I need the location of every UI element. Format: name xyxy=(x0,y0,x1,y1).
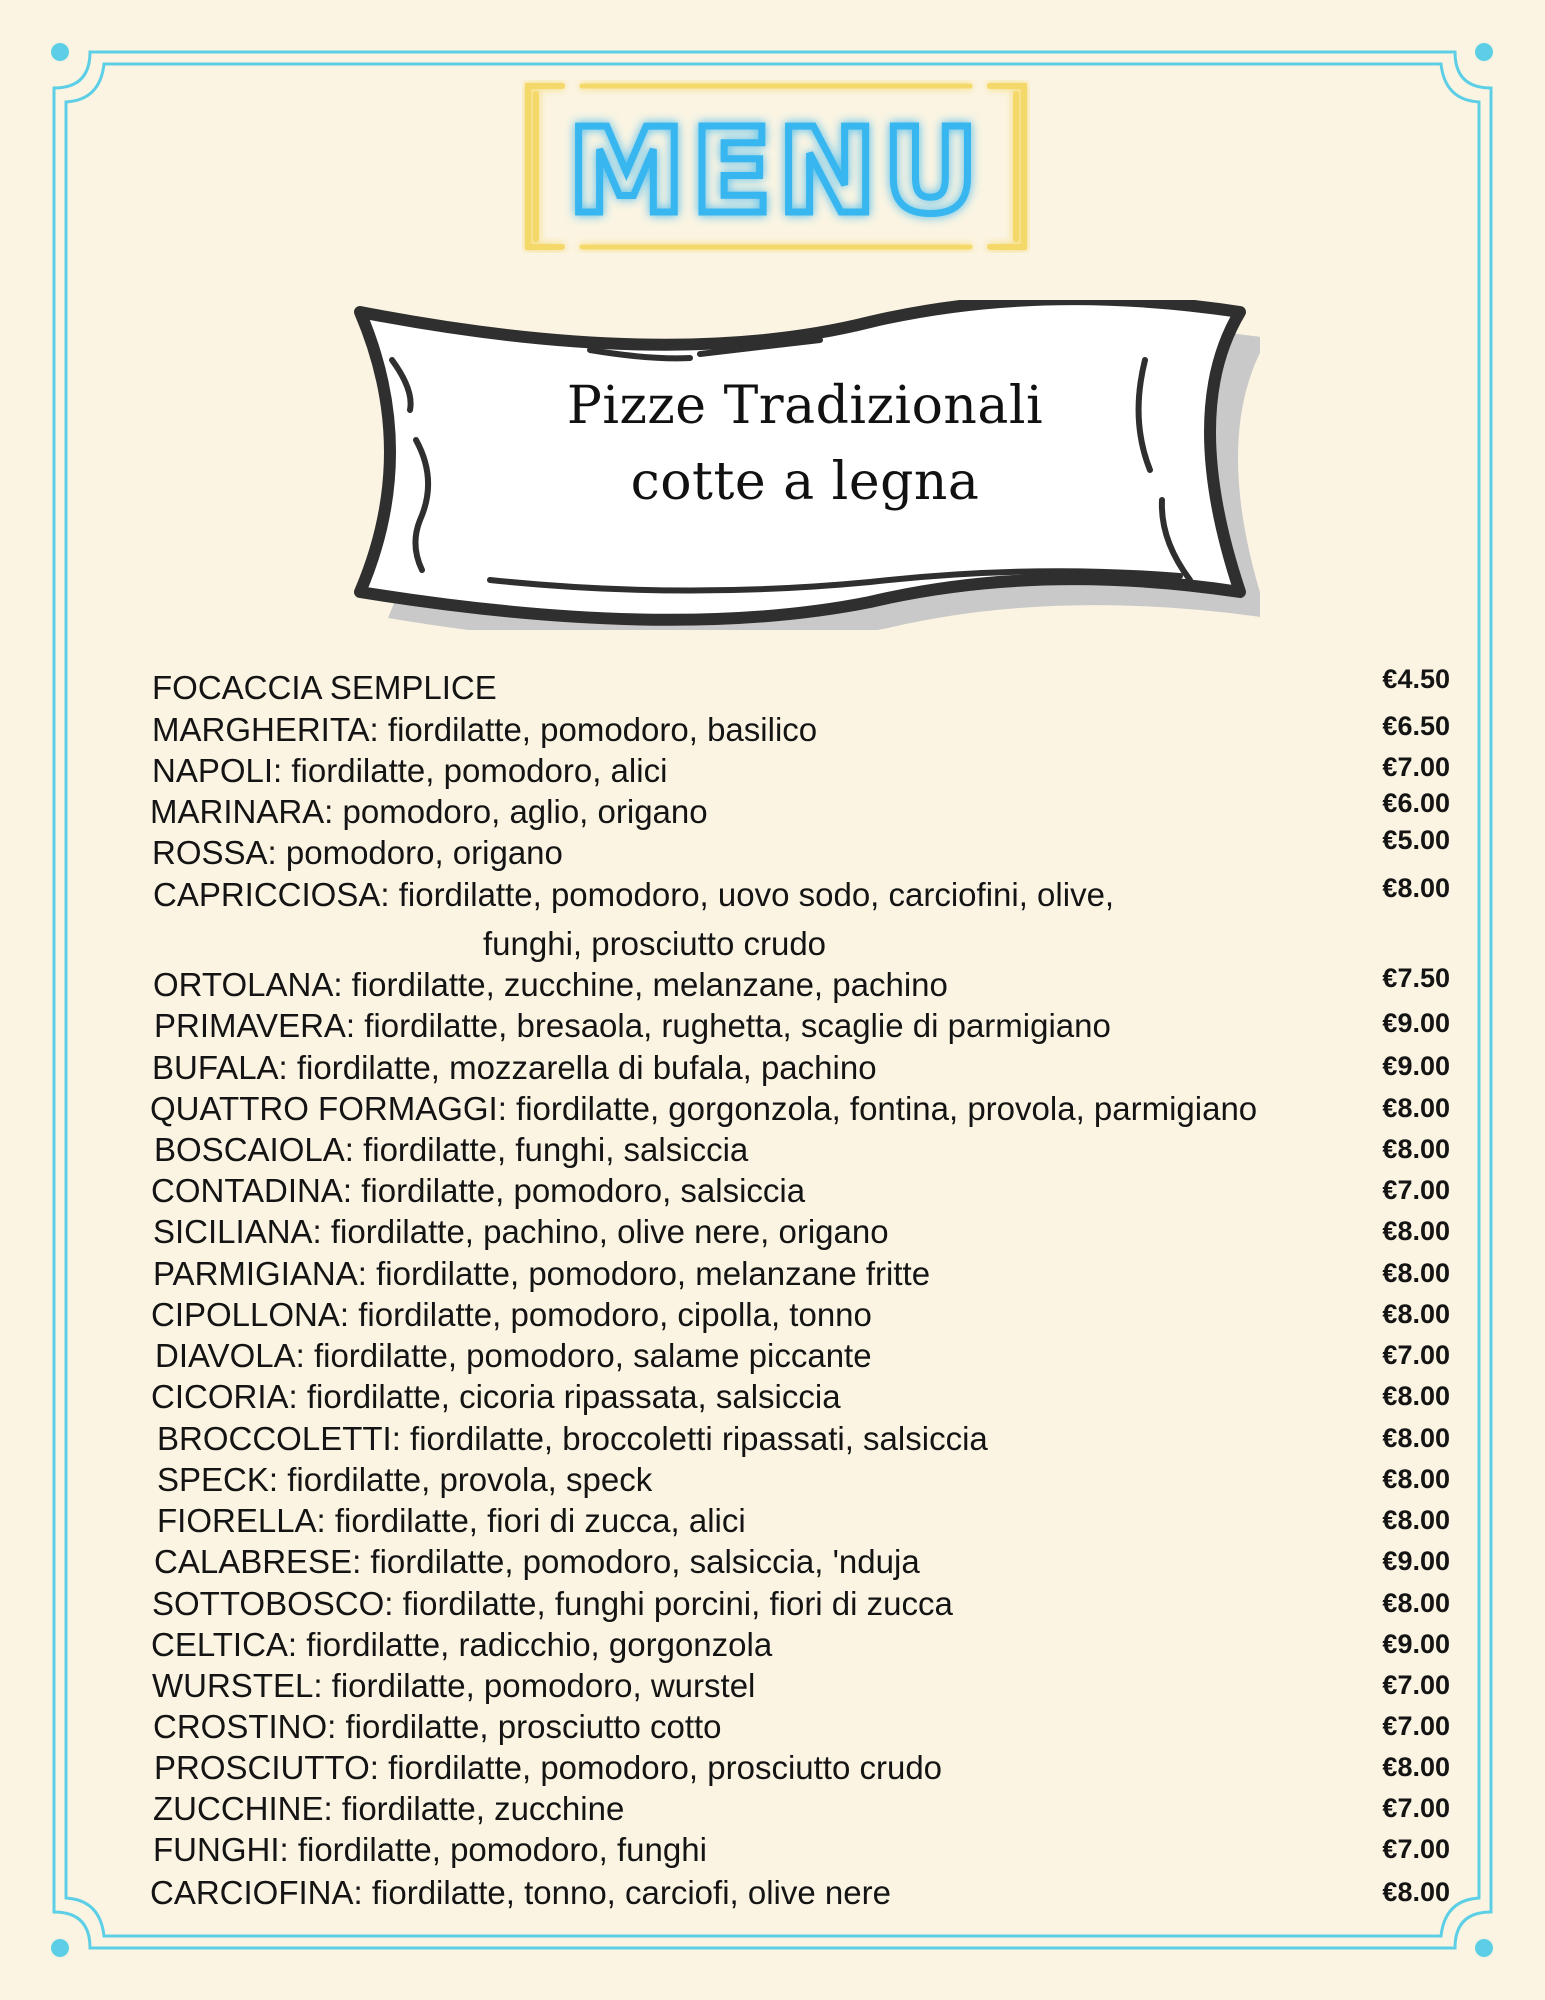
menu-item-name: WURSTEL: fiordilatte, pomodoro, wurstel xyxy=(152,1667,756,1704)
menu-item-price: €9.00 xyxy=(1382,1008,1450,1038)
menu-item-price: €9.00 xyxy=(1382,1051,1450,1081)
menu-item-price: €4.50 xyxy=(1382,664,1450,694)
menu-item-name: CAPRICCIOSA: fiordilatte, pomodoro, uovo sodo, carciofini, olive, xyxy=(153,876,1115,913)
menu-item-price: €7.50 xyxy=(1382,963,1450,993)
menu-item-name: QUATTRO FORMAGGI: fiordilatte, gorgonzola, fontina, provola, parmigiano xyxy=(150,1090,1258,1127)
menu-item-name: SPECK: fiordilatte, provola, speck xyxy=(157,1461,653,1498)
menu-item-name: CROSTINO: fiordilatte, prosciutto cotto xyxy=(153,1708,722,1745)
menu-item-price: €8.00 xyxy=(1382,1752,1450,1782)
menu-item-price: €8.00 xyxy=(1382,1299,1450,1329)
menu-item-name: DIAVOLA: fiordilatte, pomodoro, salame piccante xyxy=(155,1337,872,1374)
menu-item-name: ZUCCHINE: fiordilatte, zucchine xyxy=(153,1790,625,1827)
menu-item-name: PARMIGIANA: fiordilatte, pomodoro, melanzane fritte xyxy=(153,1255,931,1292)
menu-item-price: €8.00 xyxy=(1382,1381,1450,1411)
menu-item-price: €7.00 xyxy=(1382,752,1450,782)
menu-item-name: PRIMAVERA: fiordilatte, bresaola, rughetta, scaglie di parmigiano xyxy=(154,1007,1111,1044)
menu-item-price: €8.00 xyxy=(1382,1258,1450,1288)
menu-item-price: €8.00 xyxy=(1382,1216,1450,1246)
menu-item-price: €8.00 xyxy=(1382,1877,1450,1907)
menu-item-price: €9.00 xyxy=(1382,1546,1450,1576)
menu-item-price: €8.00 xyxy=(1382,1134,1450,1164)
menu-item-price: €9.00 xyxy=(1382,1629,1450,1659)
menu-item-price: €8.00 xyxy=(1382,1505,1450,1535)
menu-item-price: €7.00 xyxy=(1382,1340,1450,1370)
menu-item-name: BOSCAIOLA: fiordilatte, funghi, salsiccia xyxy=(154,1131,749,1168)
menu-item-price: €8.00 xyxy=(1382,1464,1450,1494)
menu-item-price: €8.00 xyxy=(1382,1588,1450,1618)
menu-item-price: €7.00 xyxy=(1382,1793,1450,1823)
menu-item-name: ORTOLANA: fiordilatte, zucchine, melanzane, pachino xyxy=(153,966,948,1003)
menu-item-price: €8.00 xyxy=(1382,1423,1450,1453)
menu-item-price: €7.00 xyxy=(1382,1175,1450,1205)
neon-menu-text: MENU xyxy=(567,102,985,240)
menu-item-name: BROCCOLETTI: fiordilatte, broccoletti ripassati, salsiccia xyxy=(157,1420,988,1457)
menu-item-price: €8.00 xyxy=(1382,1093,1450,1123)
menu-item-price: €6.00 xyxy=(1382,788,1450,818)
menu-item-price: €8.00 xyxy=(1382,873,1450,903)
menu-item-name: ROSSA: pomodoro, origano xyxy=(152,834,563,871)
menu-item-continuation: funghi, prosciutto crudo xyxy=(483,925,827,962)
menu-item-name: PROSCIUTTO: fiordilatte, pomodoro, prosciutto crudo xyxy=(154,1749,943,1786)
menu-item-name: CARCIOFINA: fiordilatte, tonno, carciofi, olive nere xyxy=(150,1874,891,1911)
menu-item-name: FUNGHI: fiordilatte, pomodoro, funghi xyxy=(153,1831,707,1868)
menu-item-name: CONTADINA: fiordilatte, pomodoro, salsiccia xyxy=(151,1172,806,1209)
menu-item-price: €7.00 xyxy=(1382,1834,1450,1864)
menu-item-name: CALABRESE: fiordilatte, pomodoro, salsiccia, 'nduja xyxy=(154,1543,920,1580)
banner-title-line1: Pizze Tradizionali xyxy=(566,376,1044,436)
menu-item-name: SICILIANA: fiordilatte, pachino, olive nere, origano xyxy=(153,1213,889,1250)
menu-item-price: €5.00 xyxy=(1382,825,1450,855)
menu-item-name: MARGHERITA: fiordilatte, pomodoro, basilico xyxy=(152,711,818,748)
menu-item-name: FOCACCIA SEMPLICE xyxy=(152,669,497,706)
menu-item-name: SOTTOBOSCO: fiordilatte, funghi porcini, fiori di zucca xyxy=(152,1585,953,1622)
menu-item-name: MARINARA: pomodoro, aglio, origano xyxy=(150,793,708,830)
menu-item-price: €7.00 xyxy=(1382,1670,1450,1700)
menu-item-name: NAPOLI: fiordilatte, pomodoro, alici xyxy=(152,752,668,789)
menu-item-name: CICORIA: fiordilatte, cicoria ripassata, salsiccia xyxy=(151,1378,841,1415)
menu-item-name: CELTICA: fiordilatte, radicchio, gorgonzola xyxy=(151,1626,773,1663)
menu-item-name: BUFALA: fiordilatte, mozzarella di bufala, pachino xyxy=(152,1049,877,1086)
menu-item-name: CIPOLLONA: fiordilatte, pomodoro, cipolla, tonno xyxy=(151,1296,872,1333)
menu-item-name: FIORELLA: fiordilatte, fiori di zucca, alici xyxy=(157,1502,746,1539)
menu-item-price: €6.50 xyxy=(1382,711,1450,741)
menu-item-price: €7.00 xyxy=(1382,1711,1450,1741)
banner-title-line2: cotte a legna xyxy=(630,452,980,512)
